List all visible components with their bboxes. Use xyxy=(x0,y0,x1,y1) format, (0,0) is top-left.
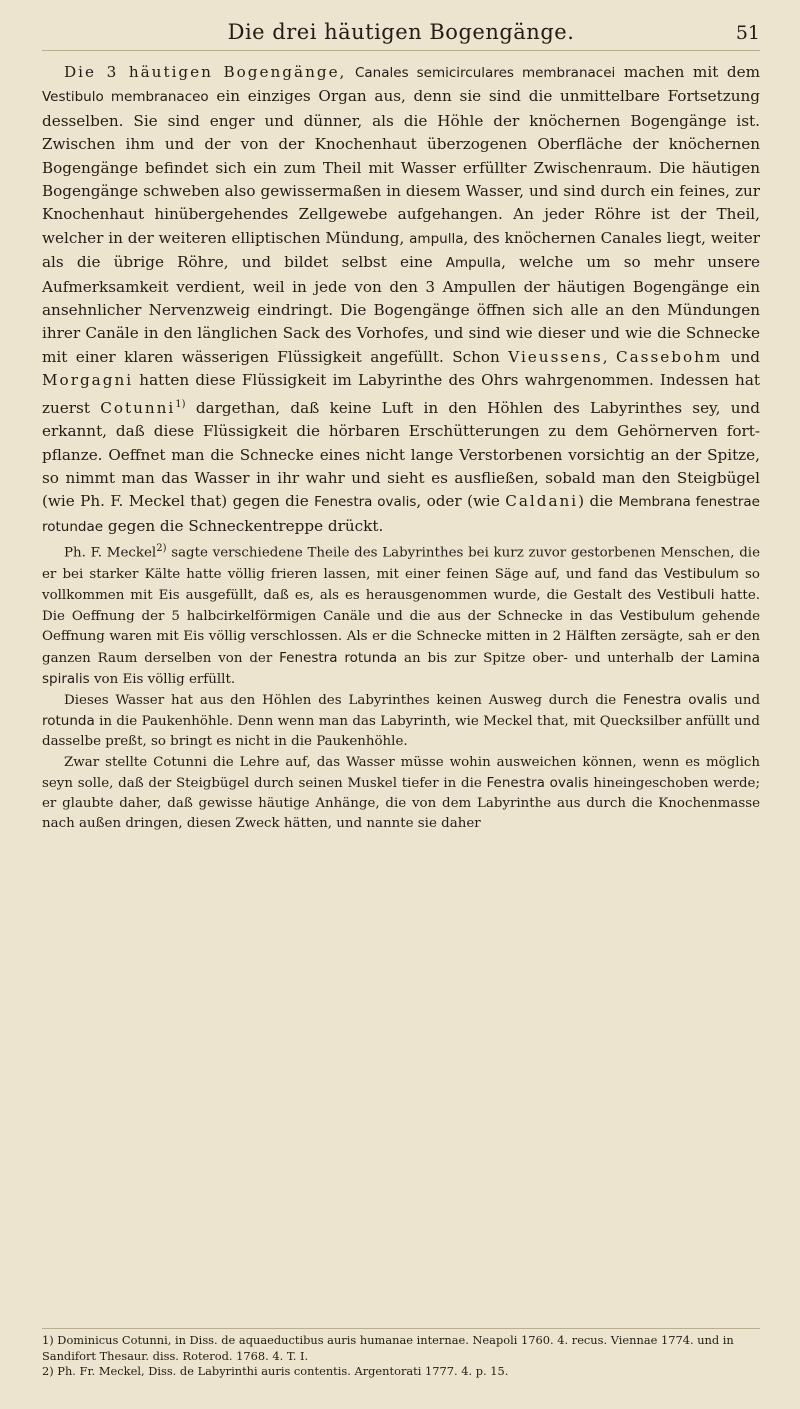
running-title: Die drei häutigen Bogengänge. xyxy=(227,20,575,44)
text-run: in die Paukenhöhle. Denn wenn man das Labyrinth, wie Meckel that, mit Quecksilber anfüllt und dasselbe preßt, so bringt es nicht in die Paukenhöhle. xyxy=(42,714,760,750)
text-run: ein einziges Organ aus, denn sie sind die unmittelbare Fortsetzung desselben. Sie sind enger und dünner, als die Höhle der knöchernen Bogengänge ist. Zwischen ihm und der von der Knochenhaut überzogenen Oberfläche der knöchernen Bogengänge befindet sich ein zum Theil mit Wasser erfüllter Zwischenraum. Die häutigen Bogengänge schweben also gewissermaßen in diesem Wasser, und sind durch ein feines, zur Knochenhaut hinübergehendes Zellgewebe aufgehangen. An jeder Röhre ist der Theil, welcher in der weiteren elliptischen Mündung, xyxy=(42,87,760,247)
text-run: sagte verschiedene Theile des Labyrinthes bei kurz zuvor gestorbenen Menschen, die er bei starker Kälte hatte völlig frieren lassen, mit einer feinen Säge auf, und fand das xyxy=(42,545,760,582)
person-name: Vieussens xyxy=(508,347,603,366)
text-run: ) die xyxy=(578,492,619,511)
text-run: und xyxy=(722,347,760,366)
text-run: hineingeschoben werde; er glaubte daher, daß gewisse häutige Anhänge, die von dem Labyrinthe aus durch die Knochenmasse nach außen dringen, diesen Zweck hätten, und nannte sie daher xyxy=(42,775,760,832)
text-run: an bis zur Spitze ober- und unterhalb der xyxy=(397,650,711,666)
text-run: , oder (wie xyxy=(416,492,506,511)
latin-term: Vestibuli xyxy=(657,587,715,604)
latin-term: Vestibulo membranaceo xyxy=(42,89,209,106)
footnote-ref: 2) xyxy=(156,543,167,555)
text-run: und xyxy=(727,693,761,709)
latin-term: ampulla xyxy=(409,230,464,247)
footnote: 1) Dominicus Cotunni, in Diss. de aquaeductibus auris humanae internae. Neapoli 1760. 4. recus. Viennae 1774. und in Sandifort Thesaur. diss. Roterod. 1768. 4. T. I. xyxy=(42,1333,734,1363)
latin-term: Fenestra rotunda xyxy=(279,649,398,666)
person-name: Morgagni xyxy=(42,371,134,390)
footnotes xyxy=(42,1328,760,1380)
footnote: 2) Ph. Fr. Meckel, Diss. de Labyrinthi auris contentis. Argentorati 1777. 4. p. 15. xyxy=(42,1364,509,1378)
person-name: Cassebohm xyxy=(615,347,723,366)
latin-term: rotunda xyxy=(42,713,95,730)
latin-term: Membrana fenestrae rotundae xyxy=(42,494,760,535)
text-run: gegen die Schneckentreppe drückt. xyxy=(103,516,384,535)
text-run: , des knöchernen Canales liegt, weiter als die übrige Röhre, und bildet selbst eine xyxy=(42,228,760,272)
text-run: Zwar stellte Cotunni die Lehre auf, das Wasser müsse wohin ausweichen können, wenn es möglich seyn solle, daß der Steigbügel durch seinen Muskel tiefer in die xyxy=(42,754,760,791)
latin-term: Vestibulum xyxy=(619,608,695,625)
person-name: Cotunni xyxy=(100,398,176,417)
text-run: , welche um so mehr unsere Aufmerksamkeit verdient, weil in jede von den 3 Ampullen der häutigen Bogengänge ein ansehnlicher Nervenzweig eindringt. Die Bogengänge öffnen sich alle an den Mündungen ihrer Canäle in den länglichen Sack des Vorhofes, und sind wie dieser und wie die Schnecke mit einer klaren wässerigen Flüssigkeit angefüllt. Schon xyxy=(42,253,760,366)
latin-term: Vestibulum xyxy=(663,565,739,582)
section-lead: Die 3 häutigen Bogengänge, xyxy=(64,63,347,81)
latin-term: Fenestra ovalis xyxy=(486,774,589,791)
running-head xyxy=(42,20,760,51)
text-run: so vollkommen mit Eis ausgefüllt, daß es, als es herausgenommen wurde, die Gestalt des xyxy=(42,566,760,604)
text-run: Ph. F. Meckel xyxy=(64,545,157,561)
paragraph xyxy=(42,61,760,539)
latin-term: Lamina spiralis xyxy=(42,649,761,687)
latin-term: Canales semicirculares membranacei xyxy=(354,65,616,81)
body-text xyxy=(42,61,760,835)
paragraph xyxy=(42,690,760,753)
latin-term: Ampulla xyxy=(445,255,502,272)
text-run: gehende Oeffnung waren mit Eis völlig verschlossen. Als er die Schnecke mitten in 2 Hälften zersägte, sah er den ganzen Raum derselben von der xyxy=(42,609,760,666)
person-name: Caldani xyxy=(505,492,579,511)
text-run: machen mit dem xyxy=(615,63,760,81)
latin-term: Fenestra ovalis xyxy=(623,692,728,709)
text-run: hatten diese Flüssigkeit im Labyrinthe des Ohrs wahrgenommen. Indessen hat zuerst xyxy=(42,371,760,417)
paragraph xyxy=(42,753,760,835)
footnote-ref: 1) xyxy=(175,398,186,410)
text-run: hatte. Die Oeffnung der 5 halbcirkelförmigen Canäle und die aus der Schnecke in das xyxy=(42,588,760,625)
latin-term: Fenestra ovalis xyxy=(314,494,417,511)
paragraph xyxy=(42,539,760,690)
text-run: Dieses Wasser hat aus den Höhlen des Labyrinthes keinen Ausweg durch die xyxy=(64,693,624,709)
page-number: 51 xyxy=(735,22,760,44)
text-run: von Eis völlig erfüllt. xyxy=(89,671,236,687)
text-run: , xyxy=(602,347,616,366)
text-run: dargethan, daß keine Luft in den Höhlen des Labyrinthes sey, und erkannt, daß diese Flüssigkeit die hörbaren Erschütterungen zu dem Gehörnerven fortpflanze. Oeffnet man die Schnecke eines nicht lange Verstorbenen vorsichtig an der Spitze, so nimmt man das Wasser in ihr wahr und sieht es ausfließen, sobald man den Steigbügel (wie Ph. F. Meckel that) gegen die xyxy=(42,398,760,511)
